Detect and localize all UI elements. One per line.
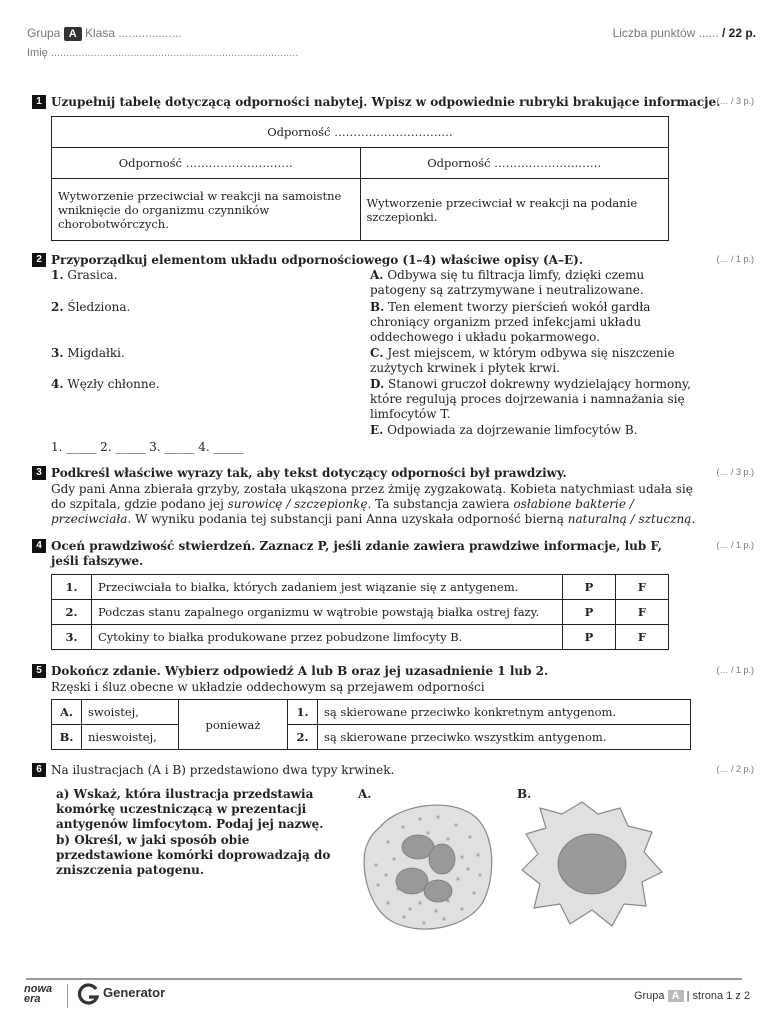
question-title: Dokończ zdanie. Wybierz odpowiedź A lub B oraz jej uzasadnienie 1 lub 2. [51,664,549,678]
footer-group-badge: A [668,990,684,1002]
group-badge: A [64,27,82,41]
question-title: Uzupełnij tabelę dotyczącą odporności nabytej. Wpisz w odpowiednie rubryki brakujące informacje. [51,95,721,109]
answer-f[interactable]: F [616,600,669,625]
list-item: 4. Węzły chłonne. [51,377,160,391]
answer-line[interactable]: 1. _____ 2. _____ 3. _____ 4. _____ [51,440,244,454]
macrophage-illustration [520,800,665,930]
immunity-table [51,116,669,241]
table-row: 2. Podczas stanu zapalnego organizmu w wątrobie powstają białka ostrej fazy. P F [52,600,669,625]
list-item: D. Stanowi gruczoł dokrewny wydzielający hormony, które regulują proces dojrzewania i namnażania się limfocytów T. [370,377,691,421]
list-item: A. Odbywa się tu filtracja limfy, dzięki czemu patogeny są zatrzymywane i neutralizowane. [370,268,645,297]
brand-logo: nowa era [24,983,53,1005]
question-title: Oceń prawdziwość stwierdzeń. Zaznacz P, jeśli zdanie zawiera prawdziwe informacje, lub F, jeśli fałszywe. [51,539,662,568]
question-number: 1 [32,95,46,109]
table-row: 1. Przeciwciała to białka, których zadaniem jest wiązanie się z antygenem. P F [52,575,669,600]
table-row: A. swoistej, ponieważ 1. są skierowane przeciwko konkretnym antygenom. [52,700,691,725]
question-title: Przyporządkuj elementom układu odpornościowego (1–4) właściwe opisy (A–E). [51,253,583,267]
question-number: 6 [32,763,46,777]
points-box: (… / 1 p.) [716,254,754,264]
logo-divider [67,984,68,1008]
list-item: 2. Śledziona. [51,300,131,314]
subquestion-a: a) Wskaż, która ilustracja przedstawia komórkę uczestniczącą w prezentacji antygenów limfocytom. Podaj jej nazwę. [56,787,324,831]
true-false-table [51,574,669,650]
nucleus [558,834,626,894]
page-indicator: Grupa A | strona 1 z 2 [633,990,750,1002]
points-box: (… / 1 p.) [716,540,754,550]
answer-f[interactable]: F [616,625,669,650]
question-number: 4 [32,539,46,553]
points-box: (… / 1 p.) [716,665,754,675]
question-title: Podkreśl właściwe wyrazy tak, aby tekst dotyczący odporności był prawdziwy. [51,466,567,480]
generator-logo-icon [76,983,100,1007]
list-item: 3. Migdałki. [51,346,125,360]
question-text: Gdy pani Anna zbierała grzyby, została ukąszona przez żmiję zygzakowatą. Kobieta natychmiast udała się do szpitala, gdzie podano jej surowicę / szczepionkę. Ta substancja zawiera osłabione bakterie / przeciwciała. W wyniku podania tej substancji pani Anna uzyskała odporność bierną naturalną / sztuczną. [51,482,696,526]
table-header[interactable]: Odporność ……………………….… [52,117,669,148]
figure-label-b: B. [517,787,532,801]
list-item: B. Ten element tworzy pierścień wokół gardła chroniący organizm przed infekcjami układu oddechowego i układu pokarmowego. [370,300,651,344]
header-group: Grupa A Klasa ................... [27,26,182,40]
question-number: 3 [32,466,46,480]
list-item: E. Odpowiada za dojrzewanie limfocytów B. [370,423,638,437]
choice-1[interactable]: surowicę / szczepionkę [227,497,368,511]
footer-divider [26,978,742,980]
choice-table [51,699,691,750]
choice-2[interactable]: osłabione bakterie / przeciwciała [51,497,634,526]
option-list [370,268,700,438]
answer-p[interactable]: P [563,625,616,650]
list-item: 1. Grasica. [51,268,118,282]
points-box: (… / 3 p.) [716,467,754,477]
table-cell: Wytworzenie przeciwciał w reakcji na samoistne wniknięcie do organizmu czynników chorobotwórczych. [52,179,361,241]
points-box: (… / 3 p.) [716,96,754,106]
table-cell: Wytworzenie przeciwciał w reakcji na podanie szczepionki. [360,179,669,241]
question-number: 5 [32,664,46,678]
points-box: (… / 2 p.) [716,764,754,774]
generator-logo-text: Generator [103,985,166,1000]
question-number: 2 [32,253,46,267]
figure-label-a: A. [358,787,372,801]
granulocyte-illustration [358,797,498,937]
answer-p[interactable]: P [563,600,616,625]
choice-3[interactable]: naturalną / sztuczną [567,512,692,526]
table-col1-header[interactable]: Odporność ………………….…… [52,148,361,179]
table-col2-header[interactable]: Odporność ………………….…… [360,148,669,179]
list-item: C. Jest miejscem, w którym odbywa się niszczenie zużytych krwinek i płytek krwi. [370,346,675,375]
header-points: Liczba punktów ...... / 22 p. [612,26,756,40]
question-stem: Rzęski i śluz obecne w układzie oddechowym są przejawem odporności [51,680,485,694]
header-name: Imię ................................................................................. [27,47,299,59]
answer-p[interactable]: P [563,575,616,600]
subquestion-b: b) Określ, w jaki sposób obie przedstawione komórki doprowadzają do zniszczenia patogenu. [56,833,331,877]
table-row: B. nieswoistej, 2. są skierowane przeciwko wszystkim antygenom. [52,725,691,750]
question-title: Na ilustracjach (A i B) przedstawiono dwa typy krwinek. [51,763,395,777]
table-row: 3. Cytokiny to białka produkowane przez pobudzone limfocyty B. P F [52,625,669,650]
answer-f[interactable]: F [616,575,669,600]
